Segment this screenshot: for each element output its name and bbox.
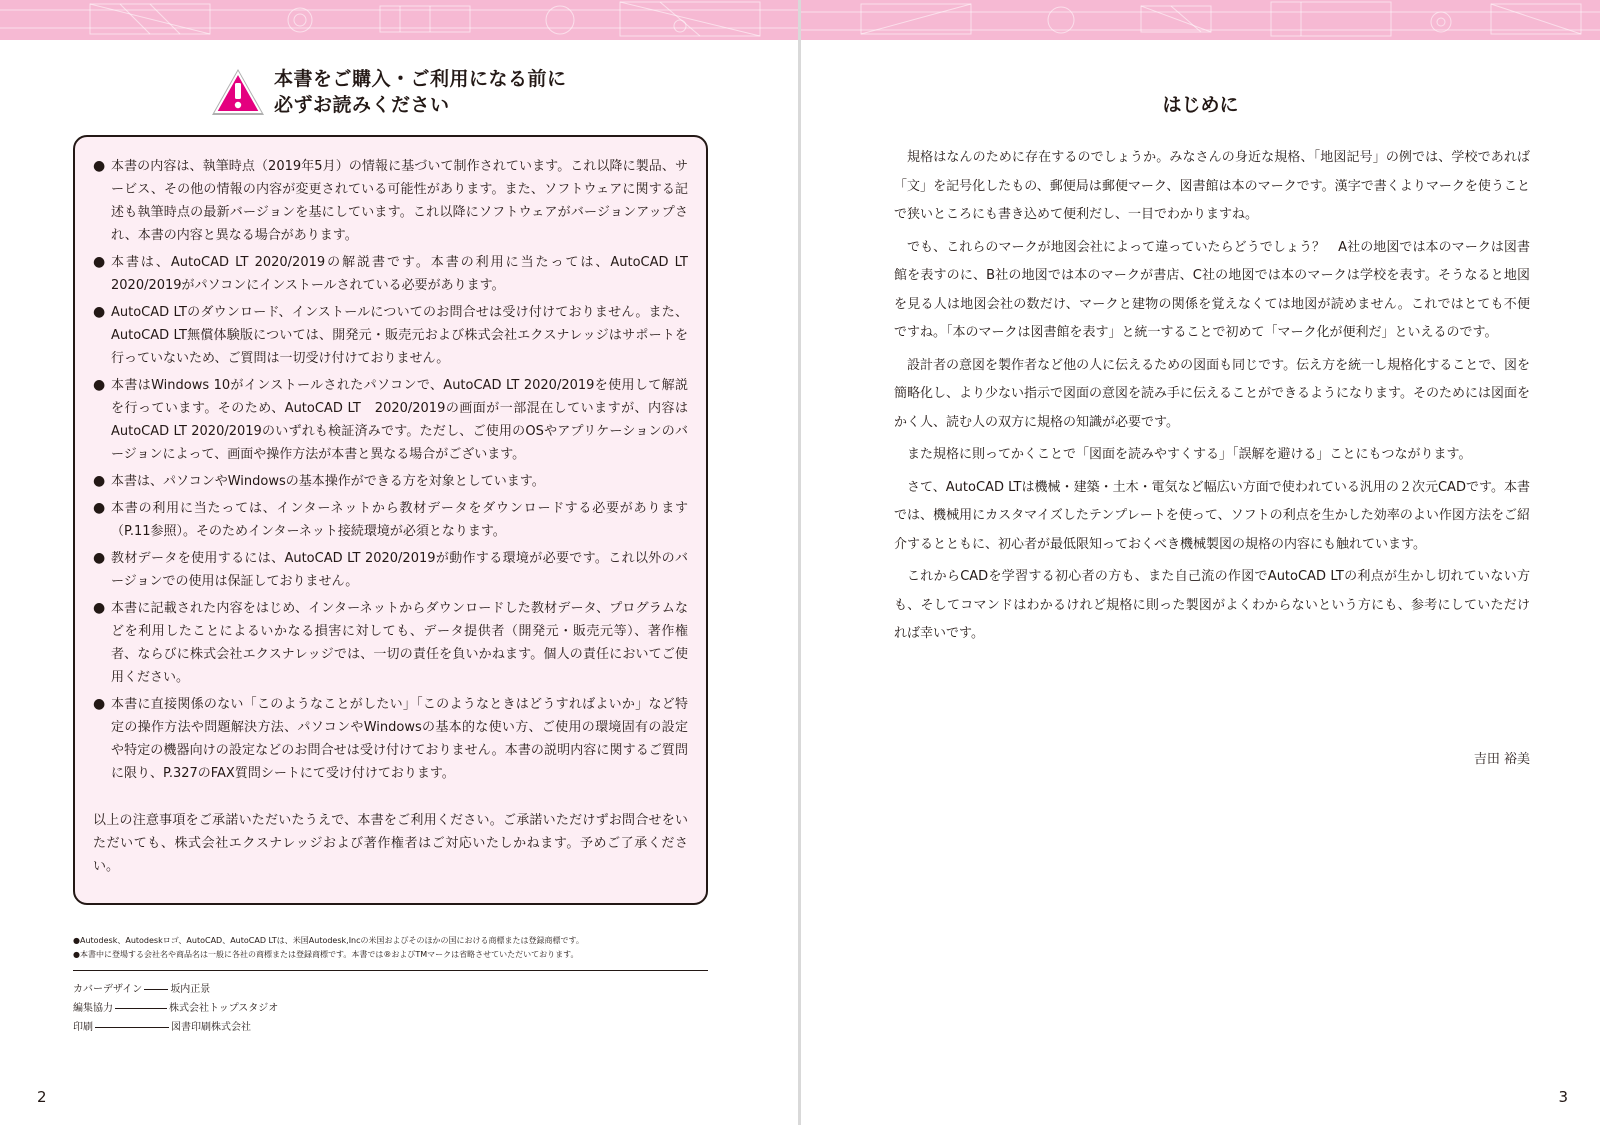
warning-header xyxy=(210,66,567,118)
credit-role: 印刷 xyxy=(73,1022,93,1033)
intro-body xyxy=(894,144,1530,653)
intro-paragraph: さて、AutoCAD LTは機械・建築・土木・電気など幅広い方面で使われている汎用の２次元CADです。本書では、機械用にカスタマイズしたテンプレートを使って、ソフトの利点を生かした効率のよい作図方法をご紹介するとともに、初心者が最低限知っておくべき機械製図の規格の内容にも触れています。 xyxy=(894,479,1530,552)
bullet-icon: ● xyxy=(93,473,106,489)
credit-row xyxy=(73,1018,708,1037)
credit-name: 株式会社トップスタジオ xyxy=(169,1003,279,1014)
bullet-icon: ● xyxy=(93,304,106,320)
bullet-icon: ● xyxy=(93,158,106,174)
notice-item-text: 本書はWindows 10がインストールされたパソコンで、AutoCAD LT 2020/2019を使用して解説を行っています。そのため、AutoCAD LT 2020/2019の画面が一部混在していますが、内容はAutoCAD LT 2020/2019のいずれも検証済みです。ただし、ご使用のOSやアプリケーションのバージョンによって、画面や操作方法が本書と異なる場合がございます。 xyxy=(111,378,688,462)
trademark-notes xyxy=(73,934,708,962)
notice-item xyxy=(93,497,688,543)
credits xyxy=(73,980,708,1037)
credit-row xyxy=(73,980,708,999)
credit-leader xyxy=(115,1008,167,1009)
notice-item-text: 本書に記載された内容をはじめ、インターネットからダウンロードした教材データ、プログラムなどを利用したことによるいかなる損害に対しても、データ提供者（開発元・販売元等）、著作権者、ならびに株式会社エクスナレッジでは、一切の責任を負いかねます。個人の責任においてご使用ください。 xyxy=(111,601,688,685)
intro-paragraph: これからCADを学習する初心者の方も、また自己流の作図でAutoCAD LTの利点が生かし切れていない方も、そしてコマンドはわかるけれど規格に則った製図がよくわからないという方にも、参考にしていただければ幸いです。 xyxy=(894,569,1530,641)
notice-item xyxy=(93,547,688,593)
notice-item xyxy=(93,374,688,466)
intro-paragraph: また規格に則ってかくことで「図面を読みやすくする」「誤解を避ける」ことにもつながります。 xyxy=(907,447,1472,462)
blueprint-pattern-icon xyxy=(0,0,798,40)
decorative-header-banner xyxy=(0,0,798,40)
bullet-icon: ● xyxy=(93,500,106,516)
bullet-icon: ● xyxy=(93,600,106,616)
notice-item-text: 教材データを使用するには、AutoCAD LT 2020/2019が動作する環境が必要です。これ以外のバージョンでの使用は保証しておりません。 xyxy=(111,551,688,589)
credit-role: 編集協力 xyxy=(73,1003,113,1014)
notice-list xyxy=(93,155,688,785)
notice-item-text: 本書の内容は、執筆時点（2019年5月）の情報に基づいて制作されています。これ以降に製品、サービス、その他の情報の内容が変更されている可能性があります。また、ソフトウェアに関する記述も執筆時点の最新バージョンを基にしています。これ以降にソフトウェアがバージョンアップされ、本書の内容と異なる場合があります。 xyxy=(111,159,688,243)
notice-item xyxy=(93,251,688,297)
bullet-icon: ● xyxy=(93,696,106,712)
notice-item xyxy=(93,597,688,689)
credits-divider xyxy=(73,970,708,971)
intro-paragraph: 規格はなんのために存在するのでしょうか。みなさんの身近な規格、「地図記号」の例では、学校であれば「文」を記号化したもの、郵便局は郵便マーク、図書館は本のマークです。漢字で書くよりマークを使うことで狭いところにも書き込めて便利だし、一目でわかりますね。 xyxy=(894,150,1530,222)
intro-paragraph: 設計者の意図を製作者など他の人に伝えるための図面も同じです。伝え方を統一し規格化することで、図を簡略化し、より少ない指示で図面の意図を読み手に伝えることができるようになります。そのためには図面をかく人、読む人の双方に規格の知識が必要です。 xyxy=(894,357,1530,430)
bullet-icon: ● xyxy=(93,550,106,566)
notice-box xyxy=(73,135,708,905)
page-number: 2 xyxy=(37,1088,47,1106)
credit-name: 坂内正景 xyxy=(170,984,211,995)
page-title: はじめに xyxy=(1162,94,1239,116)
bullet-icon: ● xyxy=(93,377,106,393)
trademark-line: ●本書中に登場する会社名や商品名は一般に各社の商標または登録商標です。本書では®およびTMマークは省略させていただいております。 xyxy=(73,950,579,959)
notice-item xyxy=(93,155,688,247)
notice-item-text: 本書の利用に当たっては、インターネットから教材データをダウンロードする必要があります（P.11参照）。そのためインターネット接続環境が必須となります。 xyxy=(111,501,688,539)
notice-item xyxy=(93,301,688,370)
decorative-header-banner xyxy=(801,0,1600,40)
notice-item-text: 本書は、パソコンやWindowsの基本操作ができる方を対象としています。 xyxy=(111,474,545,489)
notice-item xyxy=(93,693,688,785)
notice-footer: 以上の注意事項をご承諾いただいたうえで、本書をご利用ください。ご承諾いただけずお問合せをいただいても、株式会社エクスナレッジおよび著作権者はご対応いたしかねます。予めご了承ください。 xyxy=(93,813,688,874)
credit-name: 図書印刷株式会社 xyxy=(171,1022,251,1033)
bullet-icon: ● xyxy=(93,254,106,270)
warning-title-line2: 必ずお読みください xyxy=(274,94,450,116)
warning-title xyxy=(274,66,567,118)
page-number: 3 xyxy=(1558,1088,1568,1106)
credit-leader xyxy=(95,1027,169,1028)
warning-title-line1: 本書をご購入・ご利用になる前に xyxy=(274,68,567,90)
blueprint-pattern-icon xyxy=(801,0,1600,40)
credit-leader xyxy=(144,989,168,990)
notice-item-text: 本書に直接関係のない「このようなことがしたい」「このようなときはどうすればよいか」など特定の操作方法や問題解決方法、パソコンやWindowsの基本的な使い方、ご使用の環境固有の設定や特定の機器向けの設定などのお問合せは受け付けておりません。本書の説明内容に関するご質問に限り、P.327のFAX質問シートにて受け付けております。 xyxy=(111,697,688,781)
notice-item-text: 本書は、AutoCAD LT 2020/2019の解説書です。本書の利用に当たっては、AutoCAD LT 2020/2019がパソコンにインストールされている必要があります。 xyxy=(111,255,688,293)
warning-triangle-icon xyxy=(210,67,266,117)
right-page xyxy=(801,0,1600,1125)
notice-item-text: AutoCAD LTのダウンロード、インストールについてのお問合せは受け付けておりません。また、AutoCAD LT無償体験版については、開発元・販売元および株式会社エクスナレッジはサポートを行っていないため、ご質問は一切受け付けておりません。 xyxy=(111,305,688,366)
left-page xyxy=(0,0,798,1125)
notice-item xyxy=(93,470,688,493)
intro-paragraph: でも、これらのマークが地図会社によって違っていたらどうでしょう？ A社の地図では本のマークは図書館を表すのに、B社の地図では本のマークが書店、C社の地図では本のマークは学校を表す。そうなると地図を見る人は地図会社の数だけ、マークと建物の関係を覚えなくては地図が読めません。これではとても不便ですね。「本のマークは図書館を表す」と統一することで初めて「マーク化が便利だ」といえるのです。 xyxy=(894,239,1530,340)
credit-role: カバーデザイン xyxy=(73,984,143,995)
credit-row xyxy=(73,999,708,1018)
trademark-line: ●Autodesk、Autodeskロゴ、AutoCAD、AutoCAD LTは、米国Autodesk,Incの米国およびそのほかの国における商標または登録商標です。 xyxy=(73,936,584,945)
author-signature: 吉田 裕美 xyxy=(1473,752,1530,767)
